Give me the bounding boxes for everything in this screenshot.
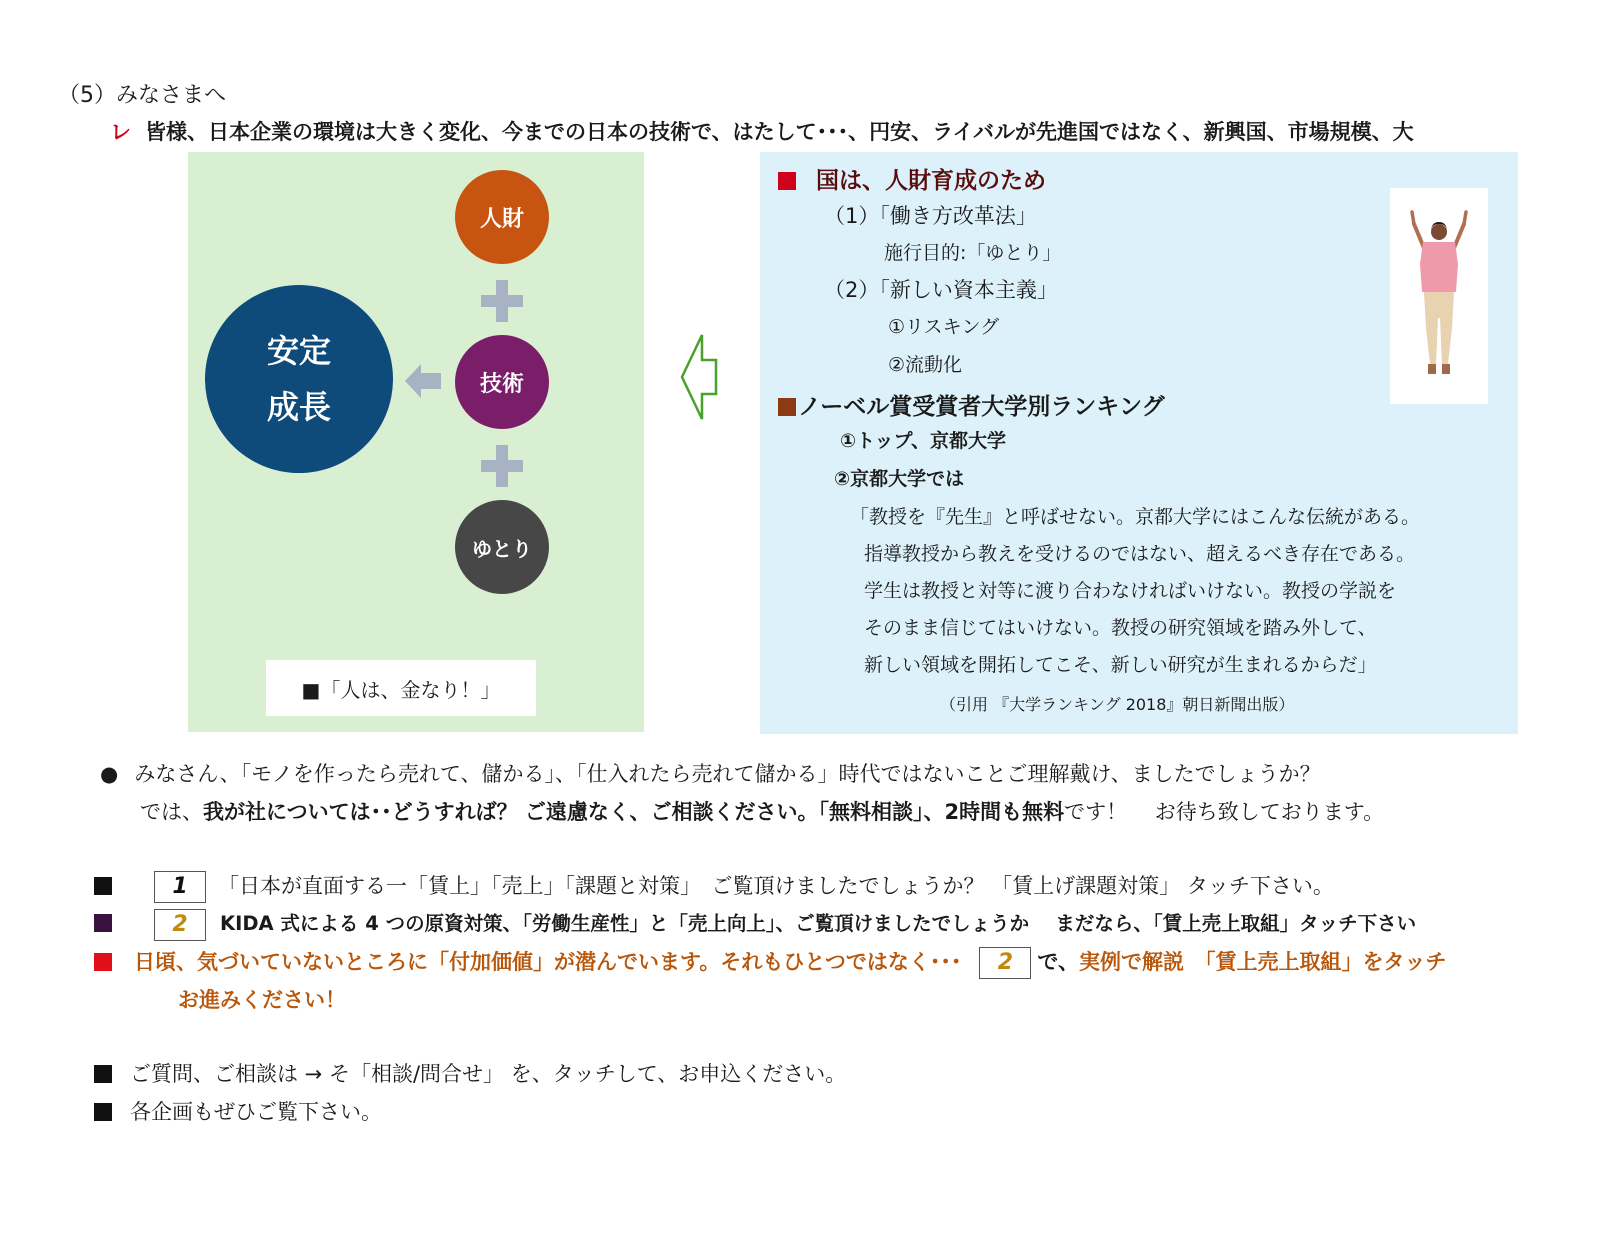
brown-square-icon <box>778 398 796 416</box>
footer-text1[interactable]: ご質問、ご相談は → そ「相談/問合せ」 を、タッチして、お申込ください。 <box>130 1062 847 1086</box>
number-2-button[interactable]: 2 <box>979 947 1031 979</box>
purple-square-icon <box>94 914 112 932</box>
item-2 <box>94 908 1416 941</box>
footer-line2 <box>94 1096 382 1126</box>
message-text2a: では、 <box>140 800 203 824</box>
number-1-button[interactable]: 1 <box>154 871 206 903</box>
item1-text: 「日本が直面する一「賃上」「売上」「課題と対策」 ご覧頂けましたでしょうか？ 「賃上げ課題対策」 タッチ下さい。 <box>218 874 1334 898</box>
intro-line <box>110 116 1414 146</box>
panel-title <box>778 162 1046 195</box>
quote-line: 指導教授から教えを受けるのではない、超えるべき存在である。 <box>864 543 1416 565</box>
quote-line: そのまま信じてはいけない。教授の研究領域を踏み外して、 <box>864 617 1377 639</box>
panel-title-text: 国は、人財育成のため <box>816 168 1046 194</box>
nobel-item2: ②京都大学では <box>834 468 965 490</box>
message-text2b: 我が社については･･どうすれば？ ご遠慮なく、ご相談ください。「無料相談」、2時間も無料 <box>203 800 1065 824</box>
yutori-circle: ゆとり <box>455 500 549 594</box>
item-1 <box>94 870 1334 903</box>
check-mark-icon: レ <box>110 120 131 144</box>
intro-text: 皆様、日本企業の環境は大きく変化、今までの日本の技術で、はたして･･･、円安、ライバルが先進国ではなく、新興国、市場規模、大 <box>145 120 1414 144</box>
person-photo <box>1390 188 1488 404</box>
law2-item2: ②流動化 <box>888 354 963 376</box>
center-label-line1: 安定 <box>266 332 331 370</box>
center-label-line2: 成長 <box>266 388 331 426</box>
quote-line: 学生は教授と対等に渡り合わなければいけない。教授の学説を <box>864 580 1397 602</box>
law1-purpose: 施行目的:「ゆとり」 <box>884 242 1062 264</box>
citation: （引用 『大学ランキング 2018』朝日新聞出版） <box>940 695 1295 714</box>
stable-growth-circle <box>205 285 393 473</box>
law1: （1）「働き方改革法」 <box>824 204 1037 228</box>
message-line2 <box>140 796 1384 826</box>
item3-text-d: お進みください！ <box>178 988 346 1012</box>
cheering-person-image <box>1390 188 1488 404</box>
section-heading: （5）みなさまへ <box>58 83 226 108</box>
item3-text-a: 日頃、気づいていないところに「付加価値」が潜んでいます。それもひとつではなく･･･ <box>134 950 962 974</box>
message-line1 <box>100 758 1321 788</box>
nobel-item1: ①トップ、京都大学 <box>840 430 1006 452</box>
jinzai-circle: 人財 <box>455 170 549 264</box>
law2: （2）「新しい資本主義」 <box>824 278 1058 302</box>
plus-icon <box>481 445 523 487</box>
arrow-left-icon <box>405 364 441 398</box>
number-2-button[interactable]: 2 <box>154 909 206 941</box>
black-square-icon <box>94 1065 112 1083</box>
nobel-title-text: ノーベル賞受賞者大学別ランキング <box>798 394 1165 420</box>
red-square-icon <box>778 172 796 190</box>
item2-text: KIDA 式による 4 つの原資対策、「労働生産性」と「売上向上」、ご覧頂けましたでしょうか まだなら、「賃上売上取組」タッチ下さい <box>220 912 1417 935</box>
quote-line: 「教授を『先生』と呼ばせない。京都大学にはこんな伝統がある。 <box>850 506 1421 528</box>
footer-line1 <box>94 1058 846 1088</box>
gijutsu-circle: 技術 <box>455 335 549 429</box>
message-text1: みなさん、「モノを作ったら売れて、儲かる」、「仕入れたら売れて儲かる」時代ではないことご理解戴け、ましたでしょうか？ <box>134 762 1321 786</box>
black-square-icon <box>94 1103 112 1121</box>
item3-text-c: 実例で解説 「賃上売上取組」をタッチ <box>1079 950 1447 974</box>
caption-box: ■「人は、金なり！」 <box>266 660 536 716</box>
black-square-icon <box>94 877 112 895</box>
law2-item1: ①リスキング <box>888 316 1000 338</box>
bullet-icon: ● <box>100 762 119 786</box>
message-text2c: です！ お待ち致しております。 <box>1064 800 1385 824</box>
footer-text2: 各企画もぜひご覧下さい。 <box>130 1100 382 1124</box>
item3-text-b: で、 <box>1037 950 1079 974</box>
hollow-arrow-left-icon <box>680 332 718 422</box>
red-square-icon <box>94 953 112 971</box>
item-3 <box>94 946 1447 979</box>
quote-line: 新しい領域を開拓してこそ、新しい研究が生まれるからだ」 <box>864 654 1377 676</box>
plus-icon <box>481 280 523 322</box>
nobel-title <box>778 388 1165 421</box>
